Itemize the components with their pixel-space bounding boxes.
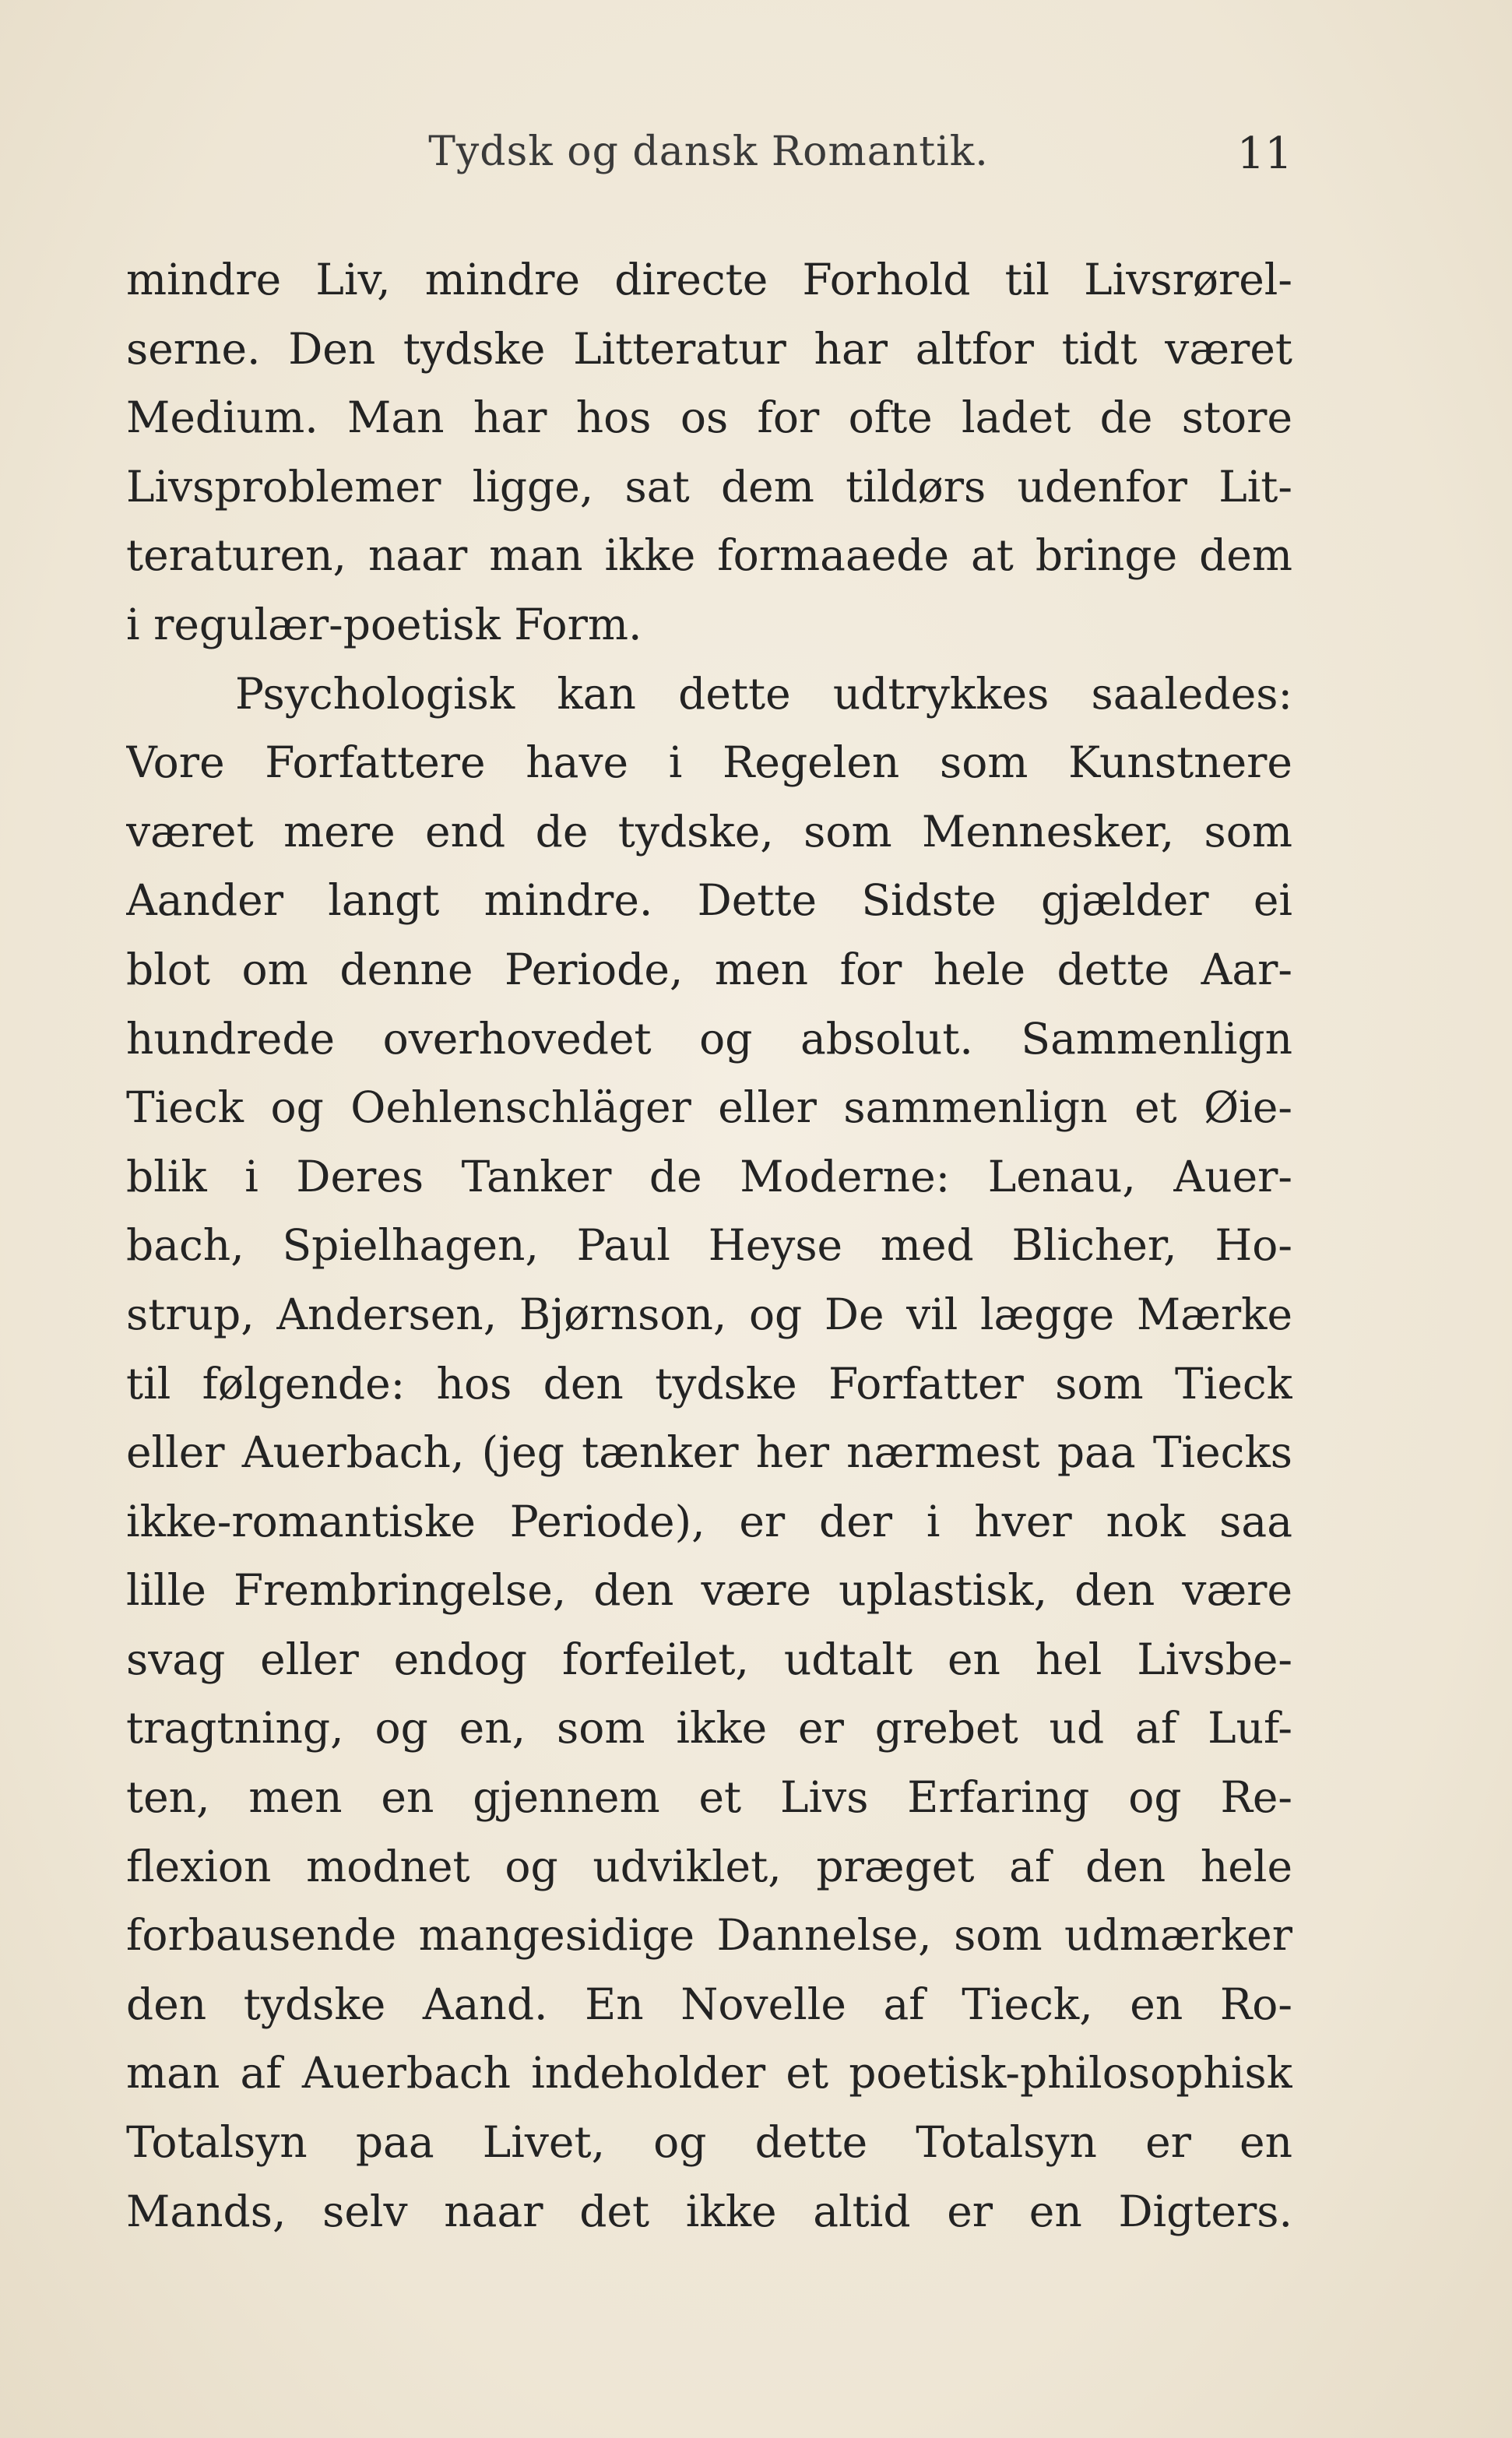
text-line: Livsproblemer ligge, sat dem tildørs udenfor Lit- (126, 461, 1292, 512)
text-line: Medium. Man har hos os for ofte ladet de store (126, 392, 1292, 443)
text-line: eller Auerbach, (jeg tænker her nærmest paa Tiecks (126, 1427, 1292, 1478)
text-line: strup, Andersen, Bjørnson, og De vil lægge Mærke (126, 1289, 1292, 1339)
page-number: 11 (1236, 128, 1292, 179)
text-line: tragtning, og en, som ikke er grebet ud af Luf- (126, 1703, 1292, 1754)
running-title: Tydsk og dansk Romantik. (428, 128, 989, 175)
text-line: ikke-romantiske Periode), er der i hver nok saa (126, 1496, 1292, 1546)
text-line: serne. Den tydske Litteratur har altfor tidt været (126, 323, 1292, 374)
text-line: mindre Liv, mindre directe Forhold til Livsrørel- (126, 255, 1292, 304)
text-line: teraturen, naar man ikke formaaede at bringe dem (126, 530, 1292, 581)
text-line: bach, Spielhagen, Paul Heyse med Blicher, Ho- (126, 1220, 1292, 1271)
text-line: flexion modnet og udviklet, præget af den hele (126, 1841, 1292, 1891)
text-line: Mands, selv naar det ikke altid er en Digters. (126, 2186, 1292, 2236)
text-line: ten, men en gjennem et Livs Erfaring og Re- (126, 1772, 1292, 1823)
text-line: Aander langt mindre. Dette Sidste gjælder ei (126, 875, 1292, 926)
text-line: forbausende mangesidige Dannelse, som udmærker (126, 1910, 1292, 1961)
text-line: Vore Forfattere have i Regelen som Kunstnere (126, 737, 1292, 788)
text-line: været mere end de tydske, som Mennesker, som (126, 806, 1292, 857)
text-line: den tydske Aand. En Novelle af Tieck, en Ro- (126, 1979, 1292, 2029)
text-line: blot om denne Periode, men for hele dette Aar- (126, 944, 1292, 994)
text-line: lille Frembringelse, den være uplastisk, den være (126, 1565, 1292, 1616)
text-line: svag eller endog forfeilet, udtalt en hel Livsbe- (126, 1634, 1292, 1684)
text-line: hundrede overhovedet og absolut. Sammenlign (126, 1013, 1292, 1064)
text-line: i regulær-poetisk Form. (126, 599, 642, 649)
text-line: blik i Deres Tanker de Moderne: Lenau, Auer- (126, 1151, 1292, 1201)
text-line: til følgende: hos den tydske Forfatter som Tieck (126, 1358, 1292, 1409)
text-line: Totalsyn paa Livet, og dette Totalsyn er en (126, 2117, 1292, 2168)
page-header (125, 128, 1292, 199)
body-text (126, 245, 1292, 2246)
paragraph-start-line: Psychologisk kan dette udtrykkes saaledes: (235, 668, 1292, 719)
text-line: Tieck og Oehlenschläger eller sammenlign et Øie- (126, 1082, 1292, 1133)
text-line: man af Auerbach indeholder et poetisk-philosophisk (126, 2048, 1292, 2099)
